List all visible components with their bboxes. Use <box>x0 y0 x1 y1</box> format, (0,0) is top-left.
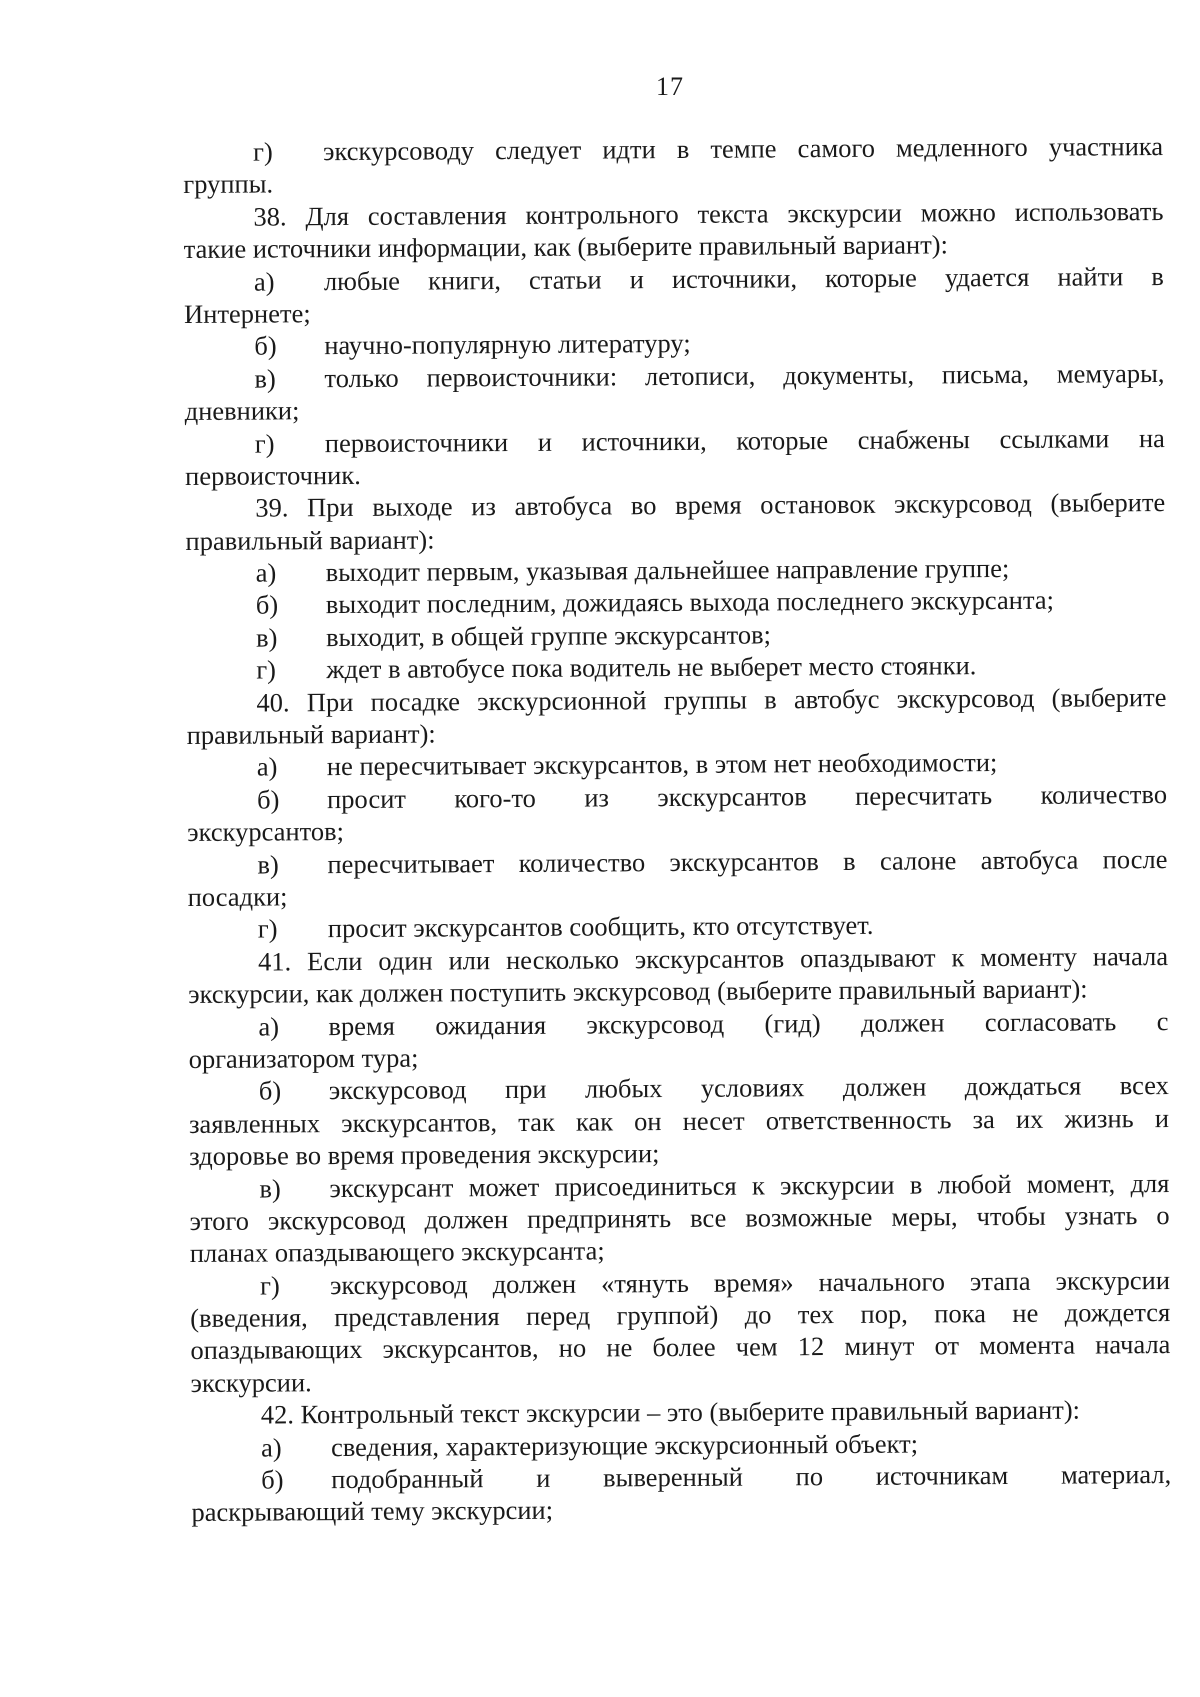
continuation-line: заявленных экскурсантов, так как он несет ответственность за их жизнь и <box>188 1102 1170 1139</box>
option-text: первоисточники и источники, которые снабжены ссылками на <box>324 422 1165 458</box>
option-text: подобранный и выверенный по источникам материал, <box>331 1459 1172 1495</box>
question-text: 39. При выходе из автобуса во время остановок экскурсовод (выберите <box>255 487 1166 523</box>
document-body <box>183 130 1171 1529</box>
question-text: 40. При посадке экскурсионной группы в автобус экскурсовод (выберите <box>256 681 1167 718</box>
page-number: 17 <box>656 72 684 101</box>
continuation-line: дневники; <box>184 395 300 427</box>
question-text: 38. Для составления контрольного текста экскурсии можно использовать <box>253 195 1164 232</box>
continuation-line: группы. <box>183 168 274 200</box>
option-text: время ожидания экскурсовод (гид) должен согласовать с <box>328 1005 1169 1041</box>
option-text: экскурсоводу следует идти в темпе самого медленного участника <box>323 131 1164 167</box>
question-text: 41. Если один или несколько экскурсантов опаздывают к моменту начала <box>257 940 1169 977</box>
continuation-line: раскрывающий тему экскурсии; <box>191 1495 554 1528</box>
option-label: б) <box>261 1464 284 1495</box>
option-text: выходит последним, дожидаясь выхода последнего экскурсанта; <box>325 585 1055 620</box>
option-label: г) <box>257 913 278 944</box>
continuation-line: организатором тура; <box>188 1042 419 1074</box>
continuation-line: правильный вариант): <box>185 524 435 556</box>
option-label: г) <box>253 136 273 167</box>
continuation-line: Интернете; <box>183 298 311 329</box>
option-label: б) <box>258 1075 282 1106</box>
option-text: только первоисточники: летописи, документы, письма, мемуары, <box>324 357 1165 393</box>
option-label: а) <box>260 1432 282 1463</box>
option-label: в) <box>259 1172 281 1204</box>
option-text: экскурсант может присоединиться к экскурсии в любой момент, для <box>329 1167 1170 1203</box>
option-text: экскурсовод должен «тянуть время» начального этапа экскурсии <box>329 1264 1171 1300</box>
continuation-line: экскурсантов; <box>187 816 345 848</box>
continuation-line: посадки; <box>187 881 288 912</box>
continuation-line: (введения, представления перед группой) до тех пор, пока не дождется <box>190 1297 1171 1334</box>
continuation-line: правильный вариант): <box>186 718 436 751</box>
option-text: сведения, характеризующие экскурсионный объект; <box>330 1428 919 1462</box>
option-text: выходит, в общей группе экскурсантов; <box>325 619 772 652</box>
option-label: в) <box>257 849 279 880</box>
option-text: пересчитывает количество экскурсантов в салоне автобуса после <box>327 843 1168 879</box>
continuation-line: экскурсии, как должен поступить экскурсовод (выберите правильный вариант): <box>188 973 1088 1010</box>
option-label: в) <box>254 363 276 394</box>
option-label: г) <box>259 1270 280 1301</box>
option-text: не пересчитывает экскурсантов, в этом нет необходимости; <box>326 747 998 782</box>
option-text: просит кого-то из экскурсантов пересчитать количество <box>326 778 1168 814</box>
option-label: а) <box>253 266 275 297</box>
option-text: любые книги, статьи и источники, которые удается найти в <box>323 260 1164 296</box>
answer-option <box>186 648 1166 686</box>
option-label: а) <box>255 557 277 588</box>
option-label: б) <box>256 784 280 815</box>
continuation-line: такие источники информации, как (выберите правильный вариант): <box>183 229 949 265</box>
option-label: в) <box>255 622 278 653</box>
option-label: а) <box>256 751 278 782</box>
option-label: а) <box>258 1010 280 1042</box>
option-text: выходит первым, указывая дальнейшее направление группе; <box>325 553 1010 588</box>
option-text: ждет в автобусе пока водитель не выберет место стоянки. <box>326 650 977 685</box>
option-text: экскурсовод при любых условиях должен дождаться всех <box>328 1070 1169 1106</box>
continuation-line: опаздывающих экскурсантов, но не более чем 12 минут от момента начала <box>190 1329 1171 1366</box>
option-text: просит экскурсантов сообщить, кто отсутствует. <box>327 910 874 944</box>
continuation-line: здоровье во время проведения экскурсии; <box>189 1138 660 1172</box>
option-label: г) <box>254 427 275 459</box>
option-label: б) <box>254 330 277 361</box>
continuation-line: экскурсии. <box>190 1367 312 1398</box>
continuation-line: планах опаздывающего экскурсанта; <box>189 1235 605 1269</box>
question-text: 42. Контрольный текст экскурсии – это (выберите правильный вариант): <box>260 1394 1081 1430</box>
option-label: г) <box>256 654 277 685</box>
continuation-line: первоисточник. <box>184 459 361 491</box>
continuation-line: этого экскурсовод должен предпринять все возможные меры, чтобы узнать о <box>189 1199 1170 1236</box>
option-text: научно-популярную литературу; <box>324 328 691 361</box>
option-label: б) <box>255 589 279 621</box>
